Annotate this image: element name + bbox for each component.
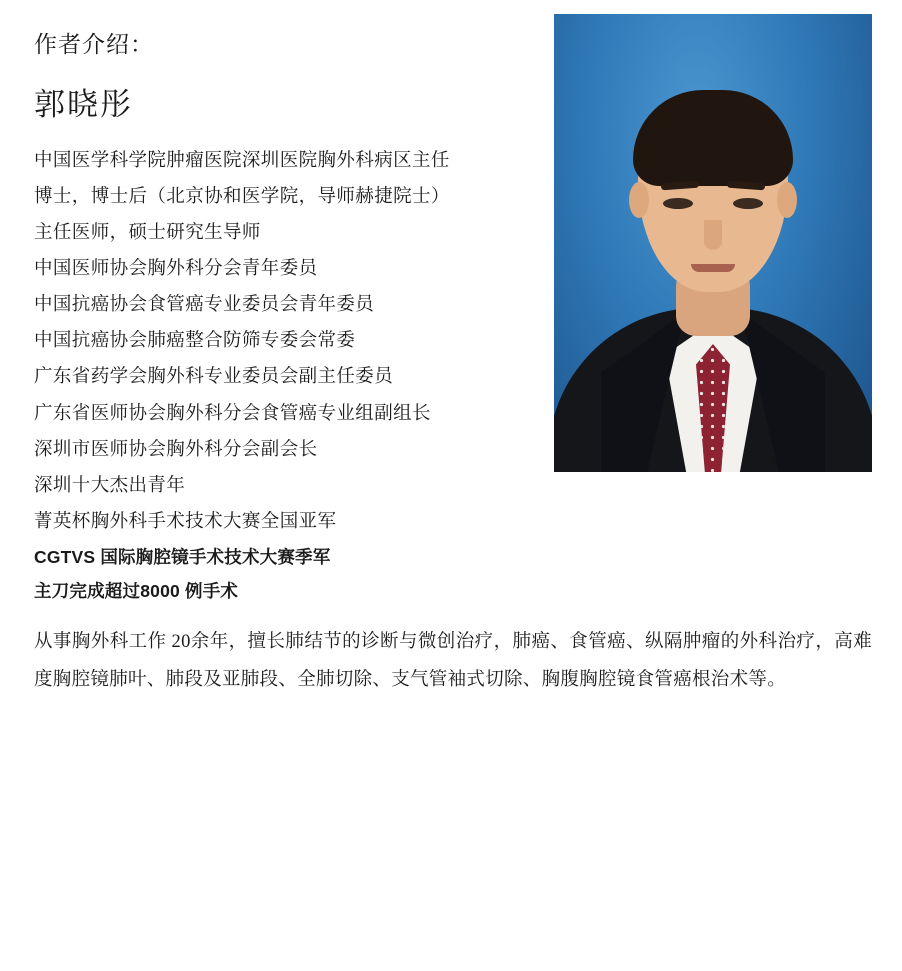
list-item: CGTVS 国际胸腔镜手术技术大赛季军 xyxy=(34,546,331,567)
list-item: 深圳市医师协会胸外科分会副会长 xyxy=(34,439,318,460)
list-item: 主任医师，硕士研究生导师 xyxy=(34,223,261,244)
portrait-eye-left xyxy=(663,198,693,209)
list-item: 深圳十大杰出青年 xyxy=(34,475,186,496)
list-item: 广东省医师协会胸外科分会食管癌专业组副组长 xyxy=(34,403,431,424)
list-item: 中国抗癌协会肺癌整合防筛专委会常委 xyxy=(34,331,356,352)
list-item: 主刀完成超过8000 例手术 xyxy=(34,580,239,601)
portrait-eye-right xyxy=(733,198,763,209)
list-item: 中国医学科学院肿瘤医院深圳医院胸外科病区主任 xyxy=(34,151,450,172)
credentials-list xyxy=(34,143,534,608)
list-item: 菁英杯胸外科手术技术大赛全国亚军 xyxy=(34,511,337,532)
portrait-ear-right xyxy=(777,182,797,218)
portrait-mouth xyxy=(691,264,735,272)
intro-label: 作者介绍： xyxy=(34,32,154,57)
portrait-ear-left xyxy=(629,182,649,218)
list-item: 广东省药学会胸外科专业委员会副主任委员 xyxy=(34,367,394,388)
author-name: 郭晓彤 xyxy=(34,86,133,122)
list-item: 博士，博士后（北京协和医学院，导师赫捷院士） xyxy=(34,187,450,208)
portrait-photo xyxy=(554,14,872,472)
list-item: 中国医师协会胸外科分会青年委员 xyxy=(34,259,318,280)
biography-text: 从事胸外科工作 20余年，擅长肺结节的诊断与微创治疗，肺癌、食管癌、纵隔肿瘤的外科治疗，高难度胸腔镜肺叶、肺段及亚肺段、全肺切除、支气管袖式切除、胸腹胸腔镜食管癌根治术等。 xyxy=(34,632,872,690)
portrait-nose xyxy=(704,220,722,250)
list-item: 中国抗癌协会食管癌专业委员会青年委员 xyxy=(34,295,375,316)
